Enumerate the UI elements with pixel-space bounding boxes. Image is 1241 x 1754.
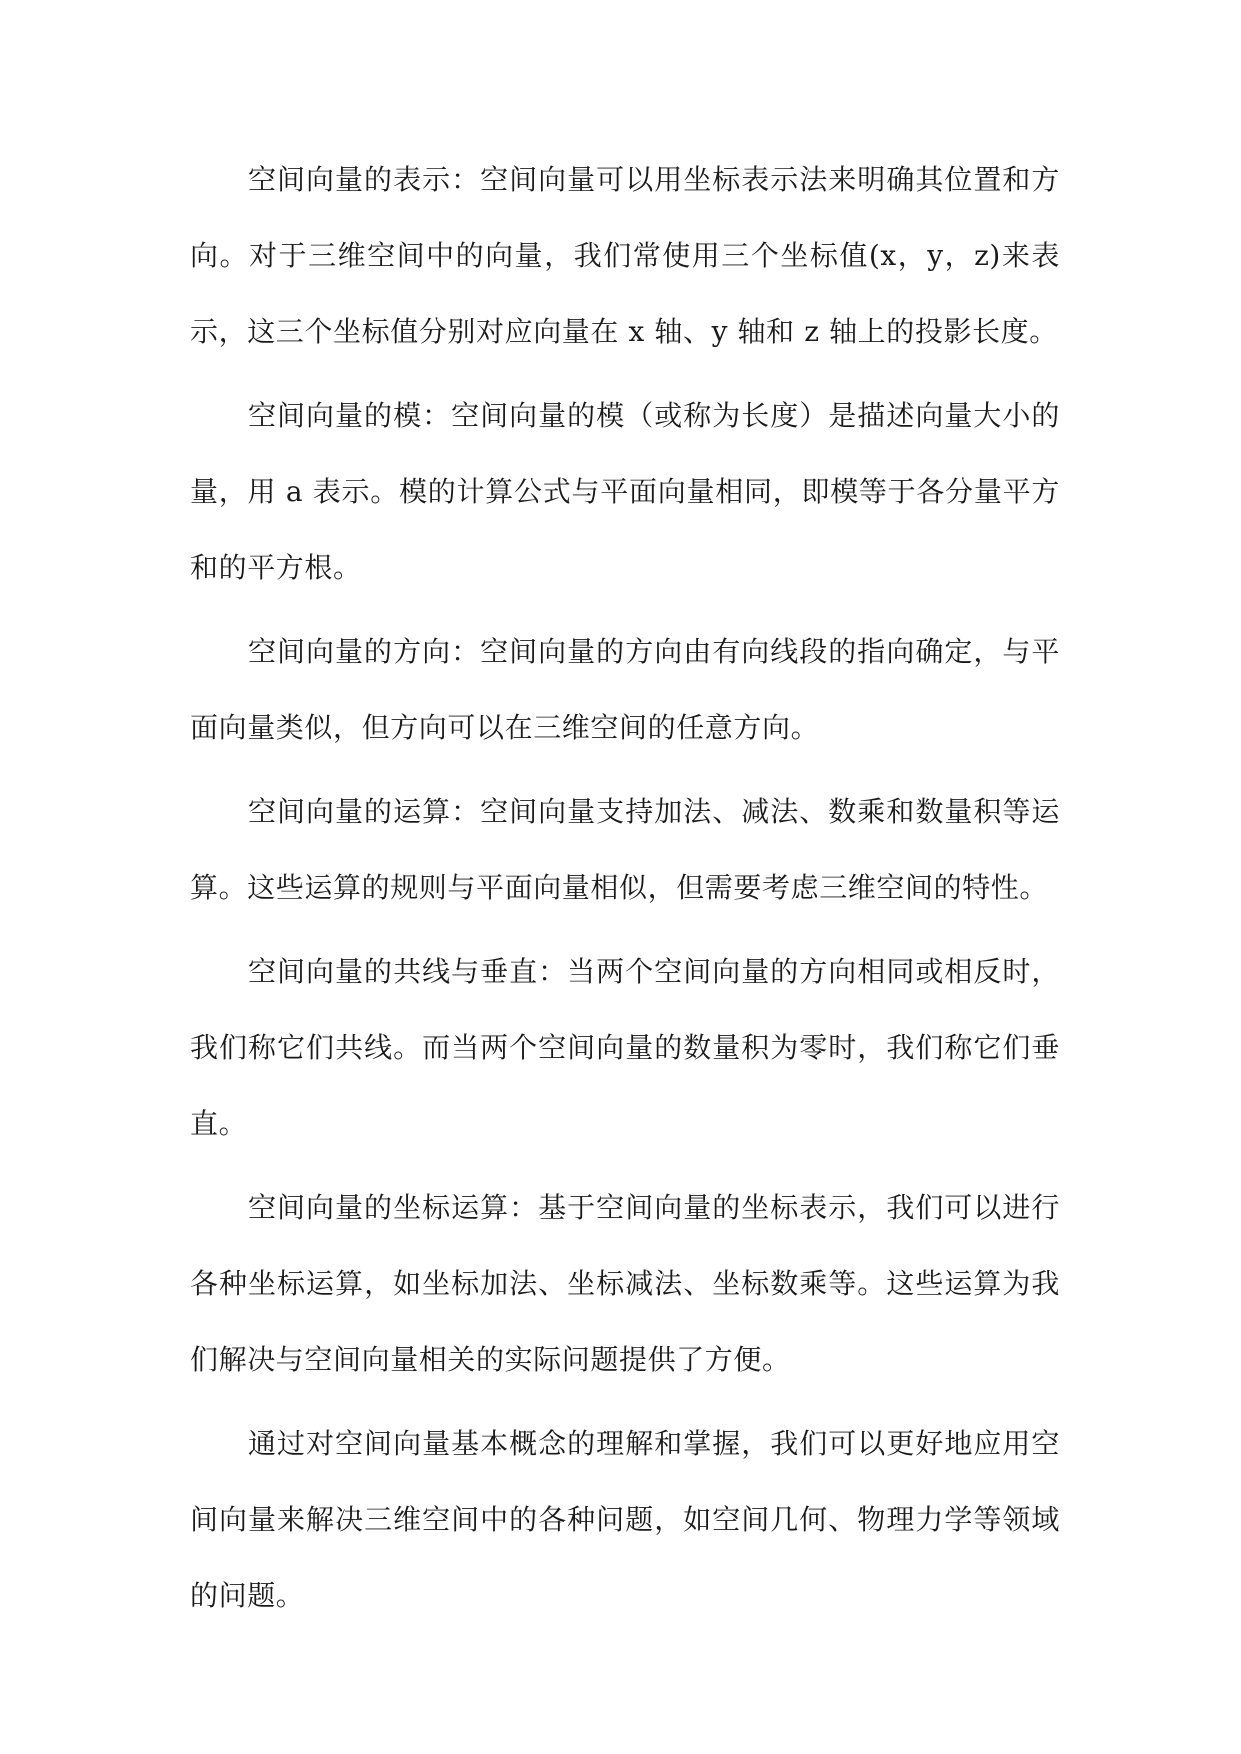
document-body [190, 142, 1060, 1642]
paragraph-collinear-perpendicular: 空间向量的共线与垂直：当两个空间向量的方向相同或相反时，我们称它们共线。而当两个空间向量的数量积为零时，我们称它们垂直。 [190, 955, 1060, 1140]
paragraph-vector-magnitude: 空间向量的模：空间向量的模（或称为长度）是描述向量大小的量，用 a 表示。模的计算公式与平面向量相同，即模等于各分量平方和的平方根。 [190, 399, 1060, 584]
paragraph-vector-representation: 空间向量的表示：空间向量可以用坐标表示法来明确其位置和方向。对于三维空间中的向量，我们常使用三个坐标值(x，y，z)来表示，这三个坐标值分别对应向量在 x 轴、y 轴和 z 轴上的投影长度。 [190, 163, 1060, 348]
paragraph-vector-direction: 空间向量的方向：空间向量的方向由有向线段的指向确定，与平面向量类似，但方向可以在三维空间的任意方向。 [190, 635, 1060, 744]
paragraph-conclusion: 通过对空间向量基本概念的理解和掌握，我们可以更好地应用空间向量来解决三维空间中的各种问题，如空间几何、物理力学等领域的问题。 [190, 1427, 1060, 1612]
paragraph-vector-operations: 空间向量的运算：空间向量支持加法、减法、数乘和数量积等运算。这些运算的规则与平面向量相似，但需要考虑三维空间的特性。 [190, 795, 1060, 904]
paragraph-coordinate-operations: 空间向量的坐标运算：基于空间向量的坐标表示，我们可以进行各种坐标运算，如坐标加法、坐标减法、坐标数乘等。这些运算为我们解决与空间向量相关的实际问题提供了方便。 [190, 1191, 1060, 1376]
